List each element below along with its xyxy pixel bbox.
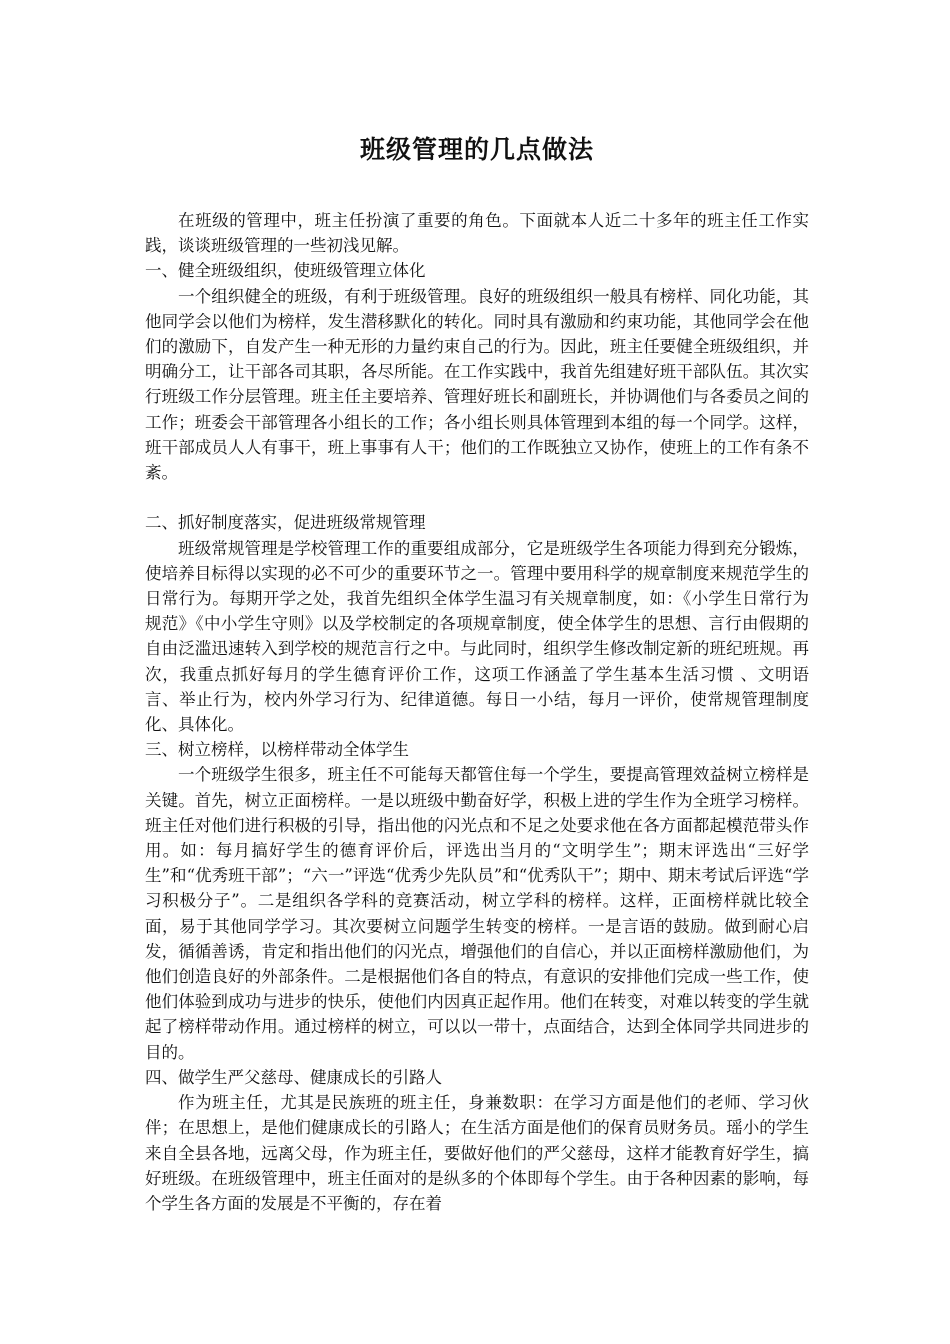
section-2-heading: 二、抓好制度落实，促进班级常规管理: [145, 513, 426, 533]
section-4-heading: 四、做学生严父慈母、健康成长的引路人: [145, 1067, 442, 1087]
intro-paragraph: 在班级的管理中，班主任扮演了重要的角色。下面就本人近二十多年的班主任工作实践，谈谈班级管理的一些初浅见解。: [145, 211, 809, 256]
section-3-paragraph: 一个班级学生很多，班主任不可能每天都管住每一个学生，要提高管理效益树立榜样是关键。首先，树立正面榜样。一是以班级中勤奋好学，积极上进的学生作为全班学习榜样。班主任对他们进行积极的引导，指出他的闪光点和不足之处要求他在各方面都起模范带头作用。如：每月搞好学生的德育评价后，评选出当月的“文明学生”；期末评选出“三好学生”和“优秀班干部”；“六一”评选“优秀少先队员”和“优秀队干”；期中、期末考试后评选“学习积极分子”。二是组织各学科的竞赛活动，树立学科的榜样。这样，正面榜样就比较全面，易于其他同学学习。其次要树立问题学生转变的榜样。一是言语的鼓励。做到耐心启发，循循善诱，肯定和指出他们的闪光点，增强他们的自信心，并以正面榜样激励他们，为他们创造良好的外部条件。二是根据他们各自的特点，有意识的安排他们完成一些工作，使他们体验到成功与进步的快乐，使他们内因真正起作用。他们在转变，对难以转变的学生就起了榜样带动作用。通过榜样的树立，可以以一带十，点面结合，达到全体同学共同进步的目的。: [145, 765, 809, 1062]
section-4-paragraph: 作为班主任，尤其是民族班的班主任，身兼数职：在学习方面是他们的老师、学习伙伴；在思想上，是他们健康成长的引路人；在生活方面是他们的保育员财务员。瑶小的学生来自全县各地，远离父母，作为班主任，要做好他们的严父慈母，这样才能教育好学生，搞好班级。在班级管理中，班主任面对的是纵多的个体即每个学生。由于各种因素的影响，每个学生各方面的发展是不平衡的，存在着: [145, 1093, 809, 1213]
section-2-paragraph: 班级常规管理是学校管理工作的重要组成部分，它是班级学生各项能力得到充分锻炼，使培养目标得以实现的必不可少的重要环节之一。管理中要用科学的规章制度来规范学生的日常行为。每期开学之处，我首先组织全体学生温习有关规章制度，如：《小学生日常行为规范》《中小学生守则》以及学校制定的各项规章制度，使全体学生的思想、言行由假期的自由泛滥迅速转入到学校的规范言行之中。与此同时，组织学生修改制定新的班纪班规。再次，我重点抓好每月的学生德育评价工作，这项工作涵盖了学生基本生活习惯 、文明语言、举止行为，校内外学习行为、纪律道德。每日一小结，每月一评价，使常规管理制度化、具体化。: [145, 538, 809, 735]
section-3-heading: 三、树立榜样，以榜样带动全体学生: [145, 740, 409, 760]
document-body: [145, 208, 809, 1216]
section-1-heading: 一、健全班级组织，使班级管理立体化: [145, 261, 426, 281]
section-spacer: [145, 485, 809, 510]
document-page: [145, 130, 809, 1216]
document-title: 班级管理的几点做法: [359, 135, 594, 164]
section-1-paragraph: 一个组织健全的班级，有利于班级管理。良好的班级组织一般具有榜样、同化功能，其他同学会以他们为榜样，发生潜移默化的转化。同时具有激励和约束功能，其他同学会在他们的激励下，自发产生一种无形的力量约束自己的行为。因此，班主任要健全班级组织，并明确分工，让干部各司其职，各尽所能。在工作实践中，我首先组建好班干部队伍。其次实行班级工作分层管理。班主任主要培养、管理好班长和副班长，并协调他们与各委员之间的工作；班委会干部管理各小组长的工作；各小组长则具体管理到本组的每一个同学。这样，班干部成员人人有事干，班上事事有人干；他们的工作既独立又协作，使班上的工作有条不紊。: [145, 286, 809, 483]
